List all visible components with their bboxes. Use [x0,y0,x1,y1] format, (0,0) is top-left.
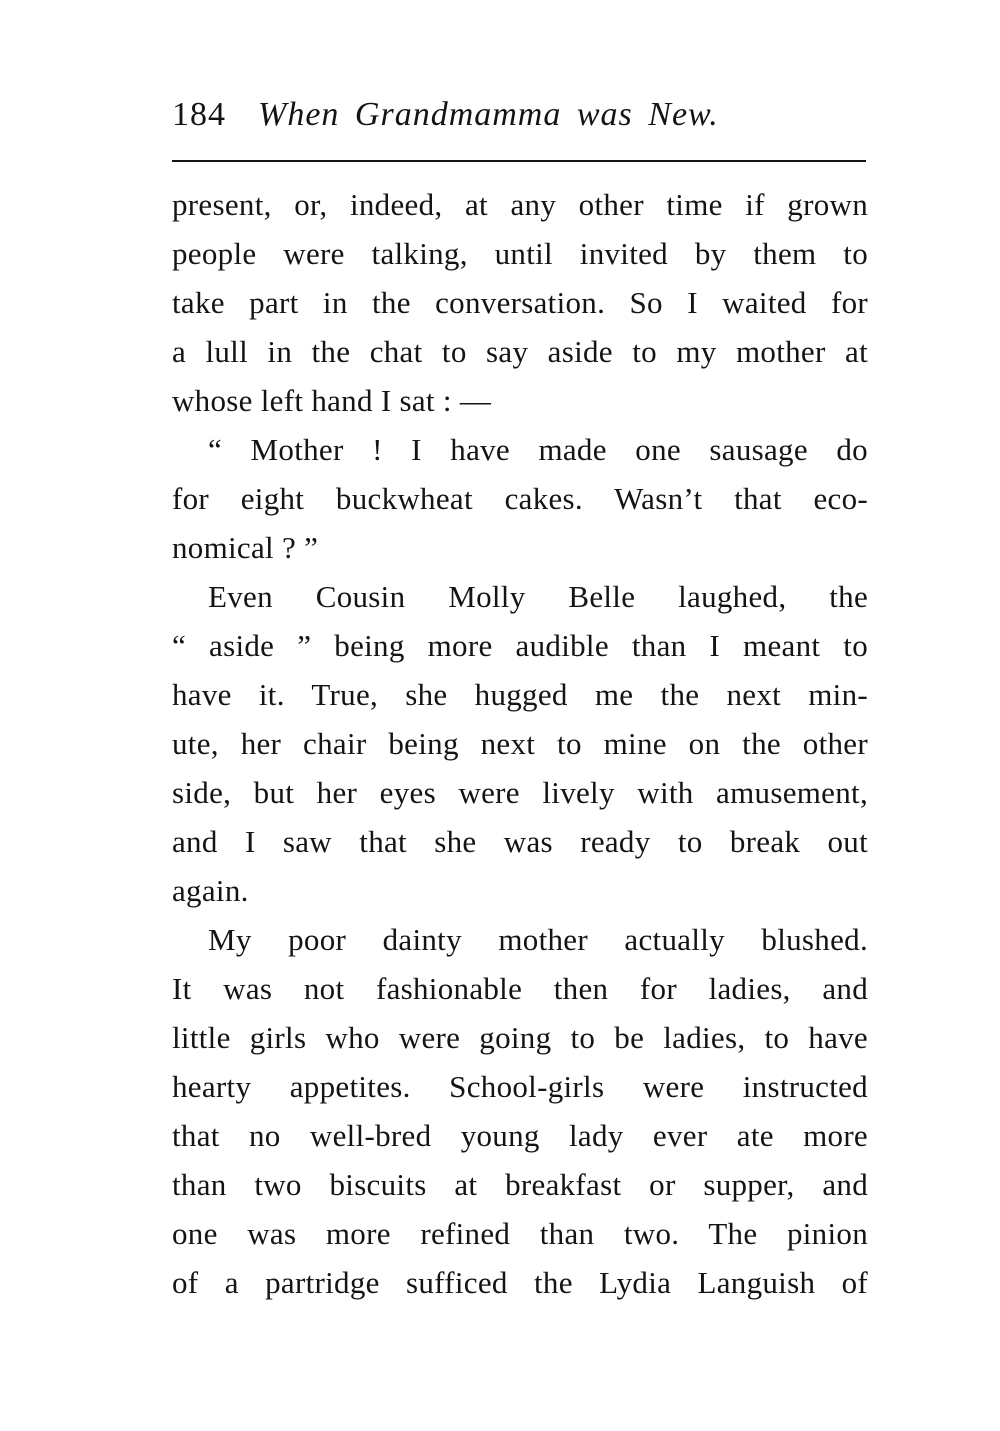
text-line: nomical ? ” [172,530,319,565]
text-line: for eight buckwheat cakes. Wasn’t that eco- [172,481,868,516]
text-line: and I saw that she was ready to break out [172,824,868,859]
text-line: have it. True, she hugged me the next min- [172,677,868,712]
text-line: hearty appetites. School-girls were instructed [172,1069,868,1104]
text-line: of a partridge sufficed the Lydia Languish of [172,1265,868,1300]
header-rule [172,160,866,162]
text-line: ute, her chair being next to mine on the other [172,726,868,761]
body-text [172,180,868,1307]
text-line: one was more refined than two. The pinion [172,1216,868,1251]
text-line: that no well-bred young lady ever ate more [172,1118,868,1153]
text-line: My poor dainty mother actually blushed. [208,922,868,957]
text-line: side, but her eyes were lively with amusement, [172,775,868,810]
text-line: little girls who were going to be ladies, to have [172,1020,868,1055]
text-line: “ aside ” being more audible than I meant to [172,628,868,663]
text-line: than two biscuits at breakfast or supper, and [172,1167,868,1202]
text-line: people were talking, until invited by them to [172,236,868,271]
page-number: 184 [172,96,226,133]
text-line: take part in the conversation. So I waited for [172,285,868,320]
text-line: It was not fashionable then for ladies, and [172,971,868,1006]
text-line: “ Mother ! I have made one sausage do [208,432,868,467]
text-line: present, or, indeed, at any other time if grown [172,187,868,222]
text-line: again. [172,873,249,908]
page-header [172,96,872,146]
running-title: When Grandmamma was New. [258,96,719,133]
text-line: whose left hand I sat : — [172,383,492,418]
text-line: Even Cousin Molly Belle laughed, the [208,579,868,614]
text-line: a lull in the chat to say aside to my mother at [172,334,868,369]
